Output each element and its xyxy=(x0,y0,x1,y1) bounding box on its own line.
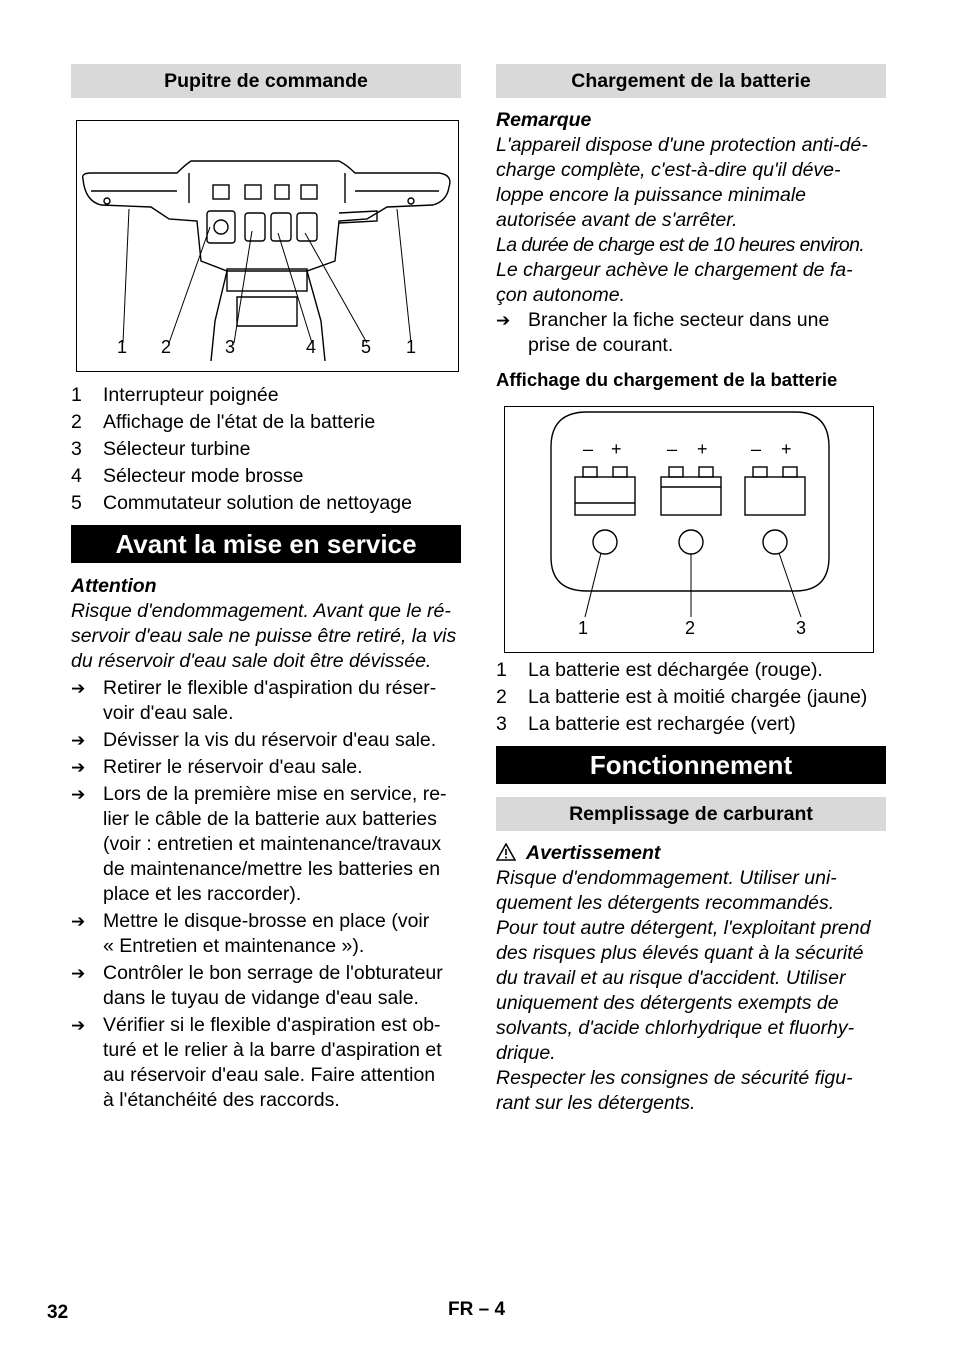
battery-indicator-illustration xyxy=(505,407,873,652)
step-item: ➔ Brancher la fiche secteur dans une prise de courant. xyxy=(496,309,830,356)
plus-symbol: + xyxy=(697,439,708,459)
legend-item: 3 Sélecteur turbine xyxy=(71,438,251,460)
step-item: ➔ Contrôler le bon serrage de l'obturateur dans le tuyau de vidange d'eau sale. xyxy=(71,962,443,1009)
right-column xyxy=(496,64,886,1116)
arrow-right-icon: ➔ xyxy=(71,785,86,804)
fig1-label: 3 xyxy=(225,337,236,357)
legend-item: 5 Commutateur solution de nettoyage xyxy=(71,492,412,514)
plus-symbol: + xyxy=(781,439,792,459)
legend-item: 1 Interrupteur poignée xyxy=(71,384,279,406)
arrow-right-icon: ➔ xyxy=(496,311,511,330)
legend-item: 2 La batterie est à moitié chargée (jaune) xyxy=(496,686,868,708)
section-avant-title: Avant la mise en service xyxy=(71,525,461,563)
section-fonction-title: Fonctionnement xyxy=(496,746,886,784)
fig2-label: 3 xyxy=(796,618,807,638)
section-remplissage-title: Remplissage de carburant xyxy=(496,797,886,831)
pupitre-legend xyxy=(71,382,461,517)
legend-item: 1 La batterie est déchargée (rouge). xyxy=(496,659,823,681)
step-item: ➔ Mettre le disque-brosse en place (voir « Entretien et maintenance »). xyxy=(71,910,430,957)
page-number: 32 xyxy=(47,1302,69,1323)
warning-triangle-icon xyxy=(496,843,516,861)
remarque-title: Remarque xyxy=(496,109,592,131)
battery-legend xyxy=(496,657,886,738)
arrow-right-icon: ➔ xyxy=(71,758,86,777)
fig1-label: 5 xyxy=(361,337,372,357)
step-item: ➔ Retirer le réservoir d'eau sale. xyxy=(71,756,363,778)
step-item: ➔ Retirer le flexible d'aspiration du réser- voir d'eau sale. xyxy=(71,677,437,724)
legend-item: 4 Sélecteur mode brosse xyxy=(71,465,304,487)
avertissement-text: Risque d'endommagement. Utiliser uni- quement les détergents recommandés. Pour tout autre détergent, l'exploitant prend des risques plus élevés quant à la sécurité du travail et au risque d'accident. Utiliser uniquement des détergents exempts de solvants, d'acide chlorhydrique et fluorhy- drique. Respecter les consignes de sécurité figu- rant sur les détergents. xyxy=(496,867,871,1114)
control-panel-illustration xyxy=(77,121,458,371)
section-charge-title: Chargement de la batterie xyxy=(496,64,886,98)
step-item: ➔ Lors de la première mise en service, re- lier le câble de la batterie aux batteries (voir : entretien et maintenance/travaux de maintenance/mettre les batteries en place et les raccorder). xyxy=(71,783,447,905)
remarque-text: L'appareil dispose d'une protection anti-dé- charge complète, c'est-à-dire qu'il déve- loppe encore la puissance minimale autorisée avant de s'arrêter. La durée de charge est de 10 heures environ. Le chargeur achève le chargement de fa- çon autonome. xyxy=(496,134,868,306)
arrow-right-icon: ➔ xyxy=(71,964,86,983)
page-code: FR – 4 xyxy=(448,1299,506,1320)
battery-indicator-figure xyxy=(504,406,874,653)
left-column xyxy=(71,64,461,1113)
step-item: ➔ Dévisser la vis du réservoir d'eau sale. xyxy=(71,729,437,751)
attention-text: Risque d'endommagement. Avant que le ré- servoir d'eau sale ne puisse être retiré, la vis du réservoir d'eau sale doit être dévissée. xyxy=(71,600,457,672)
arrow-right-icon: ➔ xyxy=(71,679,86,698)
legend-item: 3 La batterie est rechargée (vert) xyxy=(496,713,796,735)
affichage-title: Affichage du chargement de la batterie xyxy=(496,369,838,390)
arrow-right-icon: ➔ xyxy=(71,912,86,931)
arrow-right-icon: ➔ xyxy=(71,731,86,750)
fig1-label: 4 xyxy=(306,337,317,357)
attention-title: Attention xyxy=(71,575,157,597)
step-item: ➔ Vérifier si le flexible d'aspiration est ob- turé et le relier à la barre d'aspiration et au réservoir d'eau sale. Faire attention à l'étanchéité des raccords. xyxy=(71,1014,442,1111)
fig1-label: 2 xyxy=(161,337,172,357)
control-panel-figure xyxy=(76,120,459,372)
fig1-label: 1 xyxy=(117,337,128,357)
steps-list xyxy=(71,676,461,1113)
minus-symbol: – xyxy=(751,439,762,459)
plus-symbol: + xyxy=(611,439,622,459)
fig2-label: 2 xyxy=(685,618,696,638)
minus-symbol: – xyxy=(583,439,594,459)
section-pupitre-title: Pupitre de commande xyxy=(71,64,461,98)
arrow-right-icon: ➔ xyxy=(71,1016,86,1035)
fig2-label: 1 xyxy=(578,618,589,638)
legend-item: 2 Affichage de l'état de la batterie xyxy=(71,411,376,433)
avertissement-title: Avertissement xyxy=(496,841,886,866)
minus-symbol: – xyxy=(667,439,678,459)
fig1-label: 1 xyxy=(406,337,417,357)
